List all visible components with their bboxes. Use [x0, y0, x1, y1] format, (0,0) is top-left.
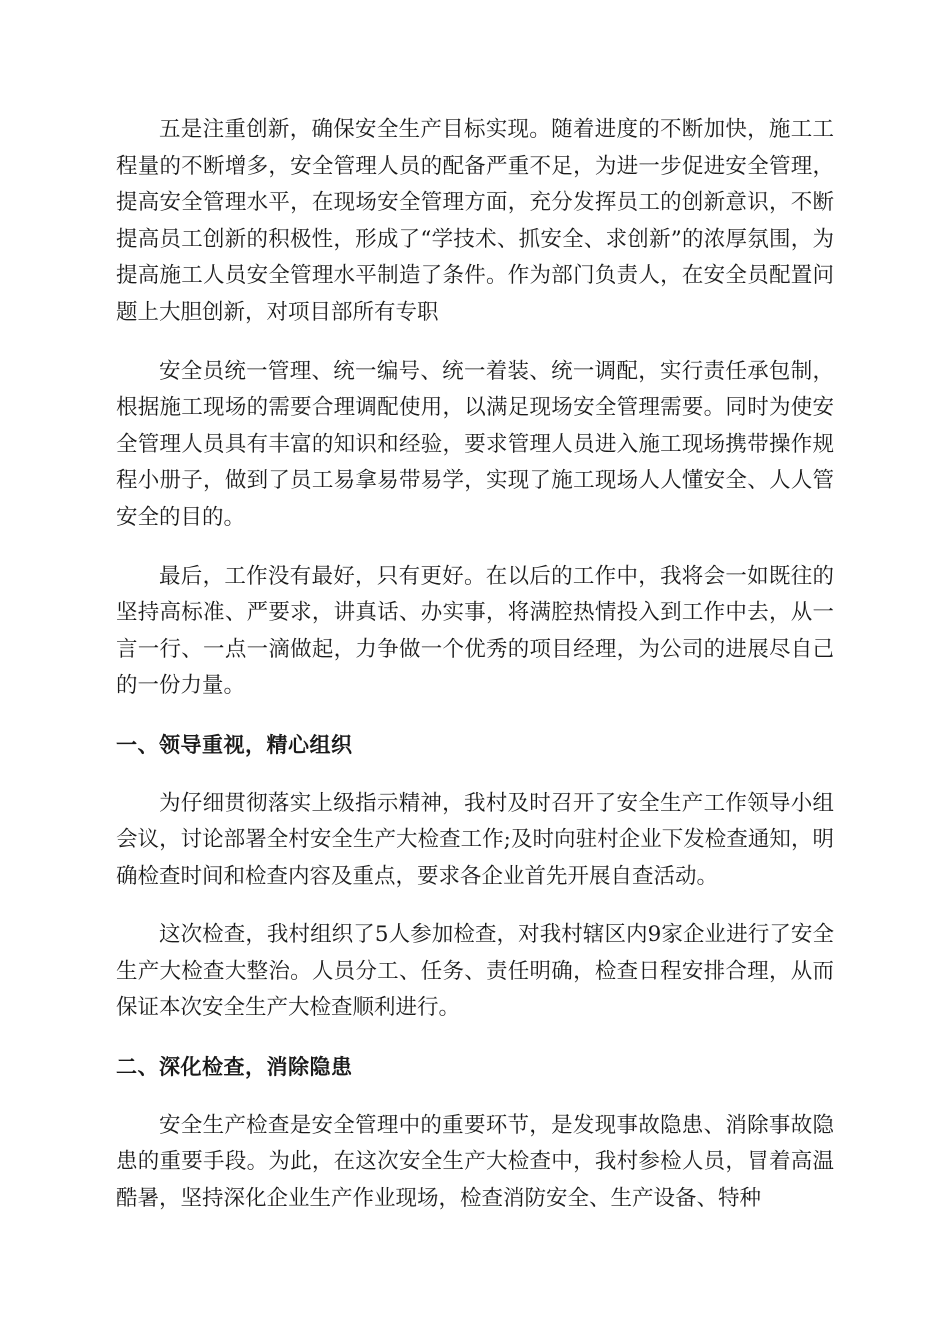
paragraph-innovation: 五是注重创新，确保安全生产目标实现。随着进度的不断加快，施工工程量的不断增多，安全管理人员的配备严重不足，为进一步促进安全管理，提高安全管理水平，在现场安全管理方面，充分发挥员工的创新意识，不断提高员工创新的积极性，形成了“学技术、抓安全、求创新”的浓厚氛围，为提高施工人员安全管理水平制造了条件。作为部门负责人，在安全员配置问题上大胆创新，对项目部所有专职 — [116, 117, 834, 325]
paragraph-inspection-team: 这次检查，我村组织了5人参加检查，对我村辖区内9家企业进行了安全生产大检查大整治。人员分工、任务、责任明确，检查日程安排合理，从而保证本次安全生产大检查顺利进行。 — [116, 922, 834, 1021]
paragraph-safety-officers: 安全员统一管理、统一编号、统一着装、统一调配，实行责任承包制，根据施工现场的需要合理调配使用，以满足现场安全管理需要。同时为使安全管理人员具有丰富的知识和经验，要求管理人员进入施工现场携带操作规程小册子，做到了员工易拿易带易学，实现了施工现场人人懂安全、人人管安全的目的。 — [116, 358, 834, 530]
paragraph-gap — [116, 764, 834, 786]
paragraph-gap — [116, 332, 834, 354]
paragraph-meeting: 为仔细贯彻落实上级指示精神，我村及时召开了安全生产工作领导小组会议，讨论部署全村安全生产大检查工作;及时向驻村企业下发检查通知，明确检查时间和检查内容及重点，要求各企业首先开展自查活动。 — [116, 790, 834, 889]
paragraph-hazards: 安全生产检查是安全管理中的重要环节，是发现事故隐患、消除事故隐患的重要手段。为此，在这次安全生产大检查中，我村参检人员，冒着高温酷暑，坚持深化企业生产作业现场，检查消防安全、生产设备、特种 — [116, 1112, 834, 1211]
paragraph-gap — [116, 1086, 834, 1108]
paragraph-conclusion: 最后，工作没有最好，只有更好。在以后的工作中，我将会一如既往的坚持高标准、严要求，讲真话、办实事，将满腔热情投入到工作中去，从一言一行、一点一滴做起，力争做一个优秀的项目经理，为公司的进展尽自己的一份力量。 — [116, 563, 834, 699]
paragraph-gap — [116, 1027, 834, 1049]
paragraph-gap — [116, 537, 834, 559]
paragraph-gap — [116, 895, 834, 917]
paragraph-gap — [116, 705, 834, 727]
document-page — [116, 112, 834, 1217]
section-heading-leadership: 一、领导重视，精心组织 — [116, 732, 353, 757]
section-heading-inspection: 二、深化检查，消除隐患 — [116, 1055, 353, 1080]
